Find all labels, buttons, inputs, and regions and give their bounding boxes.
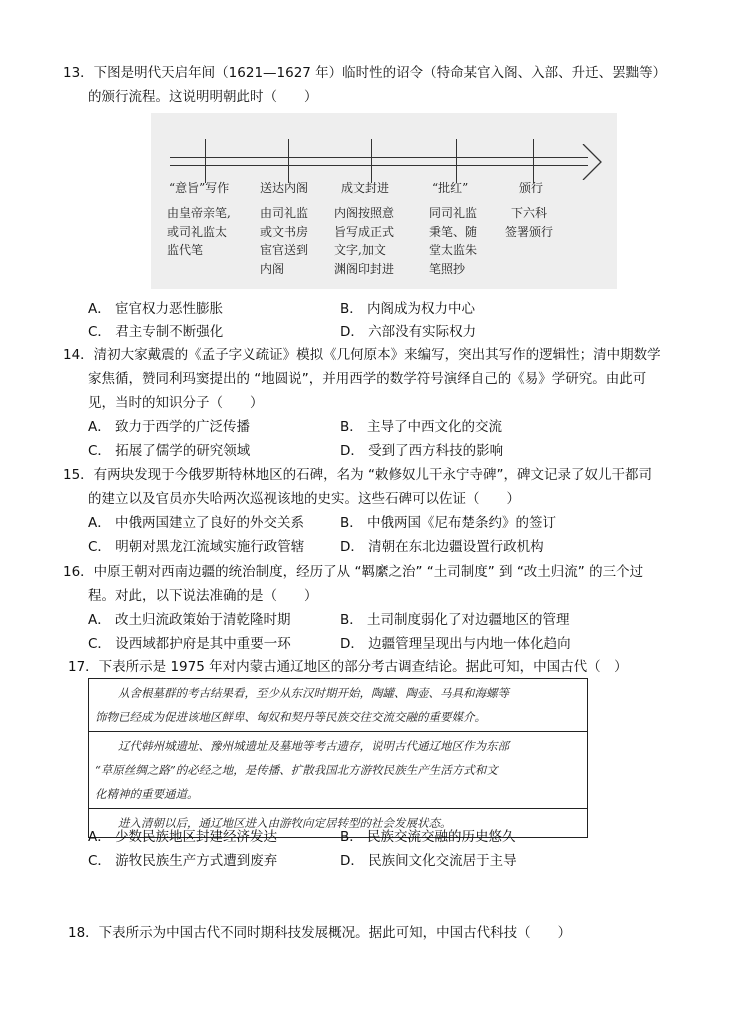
flow-step-1-title: “意旨”写作 bbox=[169, 181, 230, 195]
table-cell-line: 进入清朝以后，通辽地区进入由游牧向定居转型的社会发展状态。 bbox=[118, 816, 452, 830]
flow-step-4-desc-line: 同司礼监 bbox=[429, 206, 478, 220]
q13-stem-line1: 13．下图是明代天启年间（1621—1627 年）临时性的诏令（特命某官入阁、入部、升迁、罢黜等） bbox=[63, 65, 667, 81]
table-row bbox=[89, 679, 588, 732]
table-cell bbox=[89, 732, 588, 809]
q13-option-a[interactable]: A． 宦官权力恶性膨胀 bbox=[88, 301, 224, 317]
flow-step-3-desc bbox=[334, 204, 394, 278]
q15-option-b[interactable]: B． 中俄两国《尼布楚条约》的签订 bbox=[340, 515, 557, 531]
flow-step-2-desc bbox=[260, 204, 308, 278]
flow-step-2-title: 送达内阁 bbox=[260, 181, 309, 195]
flow-step-3-title: 成文封进 bbox=[341, 181, 390, 195]
table-row bbox=[89, 732, 588, 809]
flow-step-2-desc-line: 由司礼监 bbox=[260, 206, 309, 220]
flow-step-1-desc bbox=[167, 204, 231, 260]
q14-stem-line2: 家焦循，赞同利玛窦提出的 “地圆说”，并用西学的数学符号演绎自己的《易》学研究。由此可 bbox=[88, 371, 647, 387]
flow-step-3-desc-line: 旨写成正式 bbox=[334, 224, 395, 239]
q15-option-d[interactable]: D． 清朝在东北边疆设置行政机构 bbox=[340, 539, 544, 555]
q14-option-a[interactable]: A． 致力于西学的广泛传播 bbox=[88, 419, 251, 435]
flow-step-4-desc-line: 秉笔、随 bbox=[429, 224, 478, 239]
flow-tick-5 bbox=[533, 139, 534, 183]
table-cell-line: 辽代韩州城遗址、豫州城遗址及墓地等考古遗存，说明古代通辽地区作为东部 bbox=[118, 739, 509, 753]
q13-stem-line2: 的颁行流程。这说明明朝此时（ ） bbox=[88, 89, 318, 105]
q13-flowchart bbox=[151, 113, 617, 289]
flow-step-3-desc-line: 渊阁印封进 bbox=[334, 261, 395, 276]
flow-step-4-desc-line: 笔照抄 bbox=[429, 261, 466, 276]
q14-option-d[interactable]: D． 受到了西方科技的影响 bbox=[340, 443, 504, 459]
flow-tick-3 bbox=[371, 139, 372, 183]
flow-arrow-head bbox=[581, 144, 605, 180]
flow-step-5-desc-line: 签署颁行 bbox=[505, 224, 554, 239]
flow-step-3-desc-line: 内阁按照意 bbox=[334, 206, 395, 220]
flow-step-4-title: “批红” bbox=[432, 181, 469, 195]
q16-option-d[interactable]: D． 边疆管理呈现出与内地一体化趋向 bbox=[340, 636, 571, 652]
flow-step-4-desc bbox=[429, 204, 477, 278]
flow-step-3-desc-line: 文字,加文 bbox=[334, 243, 386, 257]
q16-stem-line1: 16．中原王朝对西南边疆的统治制度，经历了从 “羁縻之治” “土司制度” 到 “改土归流” 的三个过 bbox=[63, 564, 644, 580]
q18-stem-line1: 18．下表所示为中国古代不同时期科技发展概况。据此可知，中国古代科技（ ） bbox=[68, 925, 572, 941]
flow-tick-2 bbox=[288, 139, 289, 183]
q13-option-d[interactable]: D． 六部没有实际权力 bbox=[340, 324, 477, 340]
flow-step-5-desc-line: 下六科 bbox=[511, 206, 548, 220]
flow-tick-1 bbox=[205, 139, 206, 183]
q16-option-c[interactable]: C． 设西域都护府是其中重要一环 bbox=[88, 636, 291, 652]
flow-step-5-desc bbox=[505, 204, 553, 241]
flow-step-4-desc-line: 堂太监朱 bbox=[429, 243, 478, 257]
flow-step-2-desc-line: 或文书房 bbox=[260, 224, 309, 239]
table-cell-line: 从舍根墓群的考古结果看，至少从东汉时期开始，陶罐、陶壶、马具和海螺等 bbox=[118, 686, 509, 700]
q16-option-a[interactable]: A． 改土归流政策始于清乾隆时期 bbox=[88, 612, 291, 628]
q15-stem-line1: 15．有两块发现于今俄罗斯特林地区的石碑，名为 “敕修奴儿干永宁寺碑”，碑文记录了奴儿干都司 bbox=[63, 467, 652, 483]
q16-option-b[interactable]: B． 土司制度弱化了对边疆地区的管理 bbox=[340, 612, 570, 628]
flow-step-5-title: 颁行 bbox=[519, 181, 544, 195]
flow-step-2-desc-line: 内阁 bbox=[260, 261, 285, 276]
q14-stem-line1: 14．清初大家戴震的《孟子字义疏证》模拟《几何原本》来编写，突出其写作的逻辑性；清中期数学 bbox=[63, 347, 661, 363]
q13-option-b[interactable]: B． 内阁成为权力中心 bbox=[340, 301, 476, 317]
q13-option-c[interactable]: C． 君主专制不断强化 bbox=[88, 324, 224, 340]
flow-tick-4 bbox=[456, 139, 457, 183]
q14-stem-line3: 见，当时的知识分子（ ） bbox=[88, 395, 264, 411]
table-cell-line: “草原丝绸之路”的必经之地，是传播、扩散我国北方游牧民族生产生活方式和文 bbox=[95, 763, 498, 777]
q15-option-c[interactable]: C． 明朝对黑龙江流域实施行政管辖 bbox=[88, 539, 305, 555]
q14-option-b[interactable]: B． 主导了中西文化的交流 bbox=[340, 419, 503, 435]
q15-stem-line2: 的建立以及官员亦失哈两次巡视该地的史实。这些石碑可以佐证（ ） bbox=[88, 491, 520, 507]
table-cell-line: 饰物已经成为促进该地区鲜卑、匈奴和契丹等民族交往交流交融的重要媒介。 bbox=[95, 710, 486, 724]
flow-step-1-desc-line: 或司礼监太 bbox=[167, 224, 228, 239]
flow-arrow-bottom-line bbox=[170, 165, 588, 166]
table-cell-line: 化精神的重要通道。 bbox=[95, 787, 199, 801]
q17-option-b[interactable]: B． 民族交流交融的历史悠久 bbox=[340, 829, 516, 845]
flow-arrow-top-line bbox=[170, 157, 588, 158]
q16-stem-line2: 程。对此，以下说法准确的是（ ） bbox=[88, 588, 318, 604]
flow-step-2-desc-line: 宦官送到 bbox=[260, 243, 309, 257]
q17-stem-line1: 17．下表所示是 1975 年对内蒙古通辽地区的部分考古调查结论。据此可知，中国古代（ ） bbox=[68, 659, 628, 675]
flow-step-1-desc-line: 由皇帝亲笔, bbox=[167, 206, 231, 220]
flow-step-1-desc-line: 监代笔 bbox=[167, 243, 204, 257]
q17-option-d[interactable]: D． 民族间文化交流居于主导 bbox=[340, 853, 517, 869]
q15-option-a[interactable]: A． 中俄两国建立了良好的外交关系 bbox=[88, 515, 305, 531]
table-cell bbox=[89, 679, 588, 732]
q17-option-c[interactable]: C． 游牧民族生产方式遭到废弃 bbox=[88, 853, 278, 869]
q14-option-c[interactable]: C． 拓展了儒学的研究领域 bbox=[88, 443, 251, 459]
q17-option-a[interactable]: A． 少数民族地区封建经济发达 bbox=[88, 829, 278, 845]
q17-archaeology-table bbox=[88, 678, 588, 838]
